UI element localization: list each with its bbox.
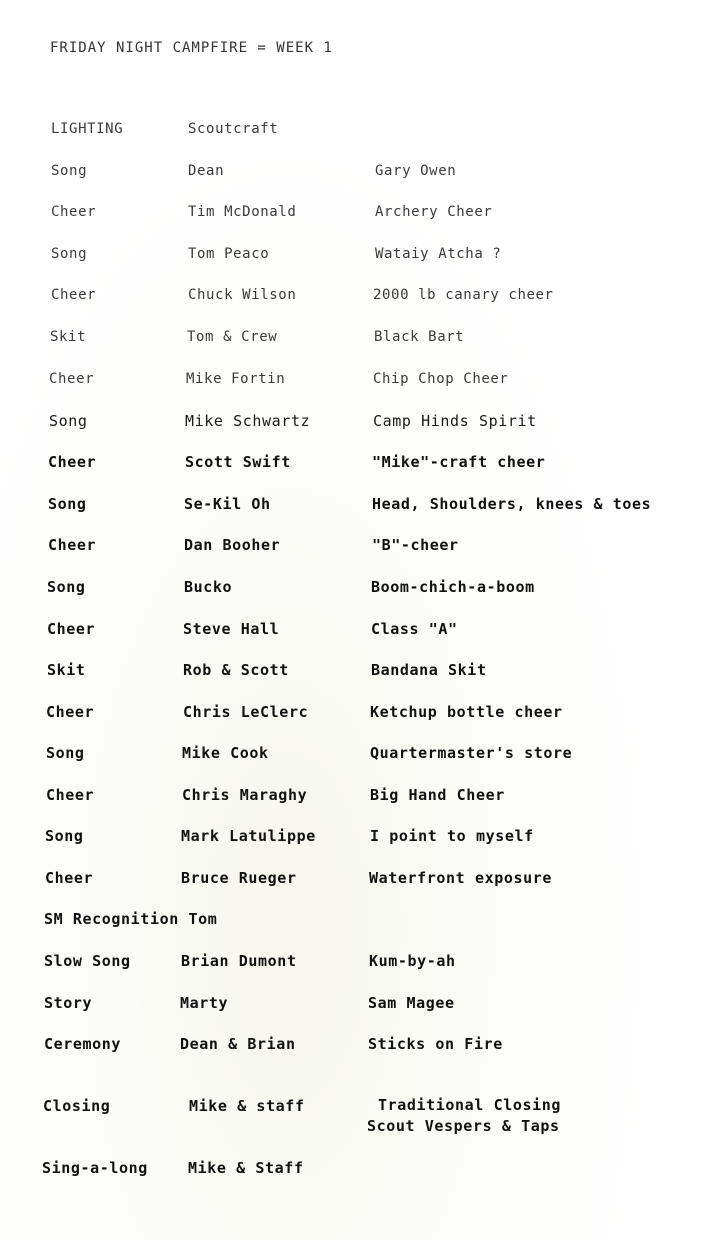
row-performer: Mike Schwartz — [185, 412, 311, 430]
program-row — [0, 618, 720, 640]
row-performer: Bruce Rueger — [181, 869, 297, 887]
row-item: Head, Shoulders, knees & toes — [372, 495, 652, 513]
program-row — [0, 992, 720, 1014]
row-item: Wataiy Atcha ? — [375, 246, 502, 262]
program-row — [0, 534, 720, 556]
page-title: FRIDAY NIGHT CAMPFIRE = WEEK 1 — [50, 40, 333, 56]
row-type: Cheer — [48, 453, 97, 471]
row-performer: Mike Fortin — [186, 371, 286, 387]
row-item: Black Bart — [374, 329, 465, 345]
row-performer: Dean & Brian — [180, 1035, 296, 1053]
row-performer: Dan Booher — [184, 536, 281, 554]
row-item: Big Hand Cheer — [370, 786, 505, 804]
row-item: "B"-cheer — [372, 536, 459, 554]
row-performer: Tim McDonald — [188, 204, 297, 220]
row-type: Skit — [47, 661, 86, 679]
program-row — [0, 451, 720, 473]
row-type: SM Recognition Tom — [44, 910, 218, 928]
row-type: Skit — [50, 329, 87, 345]
row-type: Cheer — [45, 869, 94, 887]
row-performer: Bucko — [184, 578, 233, 596]
row-type: Cheer — [47, 620, 96, 638]
row-type: Cheer — [51, 204, 97, 220]
row-type: Song — [51, 163, 88, 179]
row-performer: Tom Peaco — [188, 246, 270, 262]
row-item: Sam Magee — [368, 994, 455, 1012]
row-item: Class "A" — [371, 620, 458, 638]
row-item: Quartermaster's store — [370, 744, 573, 762]
row-item: Boom-chich-a-boom — [371, 578, 535, 596]
row-item: Archery Cheer — [375, 204, 493, 220]
program-row — [0, 410, 720, 432]
row-performer: Chris LeClerc — [183, 703, 309, 721]
program-row — [0, 1033, 720, 1055]
program-row — [0, 950, 720, 972]
row-item: Sticks on Fire — [368, 1035, 503, 1053]
row-type: Cheer — [49, 371, 95, 387]
row-performer: Scott Swift — [185, 453, 291, 471]
program-row — [0, 1157, 720, 1179]
row-type: Song — [49, 412, 88, 430]
row-performer: Brian Dumont — [181, 952, 297, 970]
program-row — [0, 118, 720, 140]
row-performer: Rob & Scott — [183, 661, 289, 679]
row-performer: Marty — [180, 994, 229, 1012]
row-type: LIGHTING — [51, 121, 124, 137]
row-performer: Mark Latulippe — [181, 827, 316, 845]
row-performer: Mike Cook — [182, 744, 269, 762]
program-row — [0, 368, 720, 390]
row-type: Song — [51, 246, 88, 262]
row-performer: Steve Hall — [183, 620, 280, 638]
row-type: Slow Song — [44, 952, 131, 970]
row-performer: Mike & Staff — [188, 1159, 304, 1177]
row-type: Song — [47, 578, 86, 596]
row-item: Ketchup bottle cheer — [370, 703, 563, 721]
row-item: Gary Owen — [375, 163, 457, 179]
program-row — [0, 825, 720, 847]
row-performer: Se-Kil Oh — [184, 495, 271, 513]
row-item: Chip Chop Cheer — [373, 371, 509, 387]
row-performer: Scoutcraft — [188, 121, 279, 137]
row-type: Song — [48, 495, 87, 513]
program-row — [0, 326, 720, 348]
row-type: Cheer — [46, 703, 95, 721]
program-row — [0, 160, 720, 182]
program-row — [0, 243, 720, 265]
row-type: Cheer — [46, 786, 95, 804]
program-row — [0, 867, 720, 889]
row-item: 2000 lb canary cheer — [373, 287, 554, 303]
row-type: Story — [44, 994, 93, 1012]
row-performer: Mike & staff — [189, 1097, 305, 1115]
row-item: Traditional Closing — [378, 1096, 561, 1114]
program-row — [0, 659, 720, 681]
program-row — [0, 493, 720, 515]
row-item: Waterfront exposure — [369, 869, 552, 887]
row-type: Ceremony — [44, 1035, 122, 1053]
program-row — [0, 784, 720, 806]
row-item: Bandana Skit — [371, 661, 487, 679]
row-item: Kum-by-ah — [369, 952, 456, 970]
row-item-second-line: Scout Vespers & Taps — [367, 1117, 560, 1135]
row-performer: Tom & Crew — [187, 329, 278, 345]
program-row — [0, 1095, 720, 1139]
row-performer: Chris Maraghy — [182, 786, 308, 804]
row-type: Sing-a-long — [42, 1159, 148, 1177]
row-performer: Dean — [188, 163, 225, 179]
program-row — [0, 742, 720, 764]
row-item: Camp Hinds Spirit — [373, 412, 537, 430]
row-item: "Mike"-craft cheer — [372, 453, 546, 471]
row-performer: Chuck Wilson — [188, 287, 297, 303]
program-row — [0, 284, 720, 306]
program-row — [0, 908, 720, 930]
row-type: Cheer — [51, 287, 97, 303]
program-row — [0, 201, 720, 223]
program-row — [0, 576, 720, 598]
program-row — [0, 701, 720, 723]
row-type: Song — [45, 827, 84, 845]
row-type: Closing — [43, 1097, 111, 1115]
row-type: Cheer — [48, 536, 97, 554]
row-item: I point to myself — [370, 827, 534, 845]
row-type: Song — [46, 744, 85, 762]
